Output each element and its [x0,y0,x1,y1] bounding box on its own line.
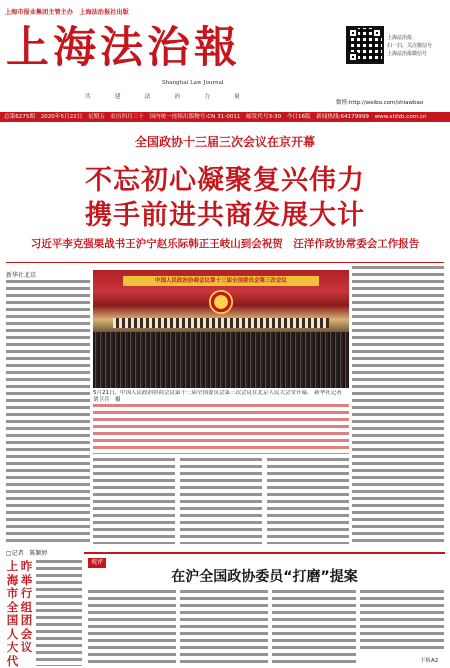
caption-text: 5月21日，中国人民政治协商会议第十三届全国委员会第三次会议在北京人民大会堂开幕。 [93,390,313,396]
masthead-logo: 上海法治報 [6,23,241,73]
bottom-article-title: 在沪全国政协委员“打磨”提案 [171,569,358,585]
continued-marker: 下转A2 [420,658,439,664]
side-story-text [36,560,82,666]
divider-rule [6,262,444,263]
left-column-tag: 新华社北京 [6,272,37,279]
lower-text-col-1 [93,458,175,544]
masthead-english: Shanghai Law Journal [162,80,224,86]
news-photo [93,270,349,388]
side-story-tag: □记者 陈颖婷 [6,550,48,557]
bottom-text-col-2 [180,590,268,666]
bottom-text-col-4 [360,590,444,652]
photo-caption [93,390,349,404]
qr-corner-tr [372,28,382,38]
bottom-text-col-1 [88,590,176,666]
side-story-title-col-1: 上 海 市 全 国 人 大 代 [6,559,19,668]
kicker-headline: 全国政协十三届三次会议在京开幕 [134,135,315,149]
left-column-text [6,280,90,542]
photo-credit: 新华社记者 刘卫兵 摄 [93,390,348,403]
bottom-text-col-3 [272,590,356,666]
info-bar: 总第6275期 2020年5月22日 星期五 农历四月三十 国内统一连续出版物号:CN 31-0011 邮发代号3-30 今日16版 新闻热线:64179999 www.shfzb.com.cn [0,112,450,122]
qr-corner-bl [348,52,358,62]
qr-code [346,26,384,64]
top-strip: 上海市报业集团主管主办 上海法治报社出版 [5,9,129,16]
qr-caption-2: 扫一扫，关注微信号 [387,43,433,49]
right-column-text [352,266,444,546]
qr-caption-1: 上海法治报 [387,35,413,41]
qr-corner-tl [348,28,358,38]
masthead-slogan: 共建法治力量 [85,94,264,100]
lower-text-col-3 [267,458,349,544]
photo-crowd [93,332,349,388]
national-emblem [209,290,233,314]
bottom-label: 观评 [88,558,106,568]
lower-text-col-2 [180,458,262,544]
photo-stage [113,318,329,328]
weibo-link[interactable]: 微博:http://weibo.com/shlawbao [336,100,424,106]
side-story-title-col-2: 昨 举 行 组 团 会 议 [20,559,33,654]
main-headline-1: 不忘初心凝聚复兴伟力 [85,165,365,196]
subheadline: 习近平李克强栗战书王沪宁赵乐际韩正王岐山到会祝贺 汪洋作政协常委会工作报告 [30,238,420,250]
main-headline-2: 携手前进共商发展大计 [85,200,365,231]
qr-caption-3: 上海法治报微信号 [387,51,428,57]
lower-red-paragraph [93,404,349,454]
photo-banner: 中国人民政治协商会议第十三届全国委员会第三次会议 [123,276,319,286]
